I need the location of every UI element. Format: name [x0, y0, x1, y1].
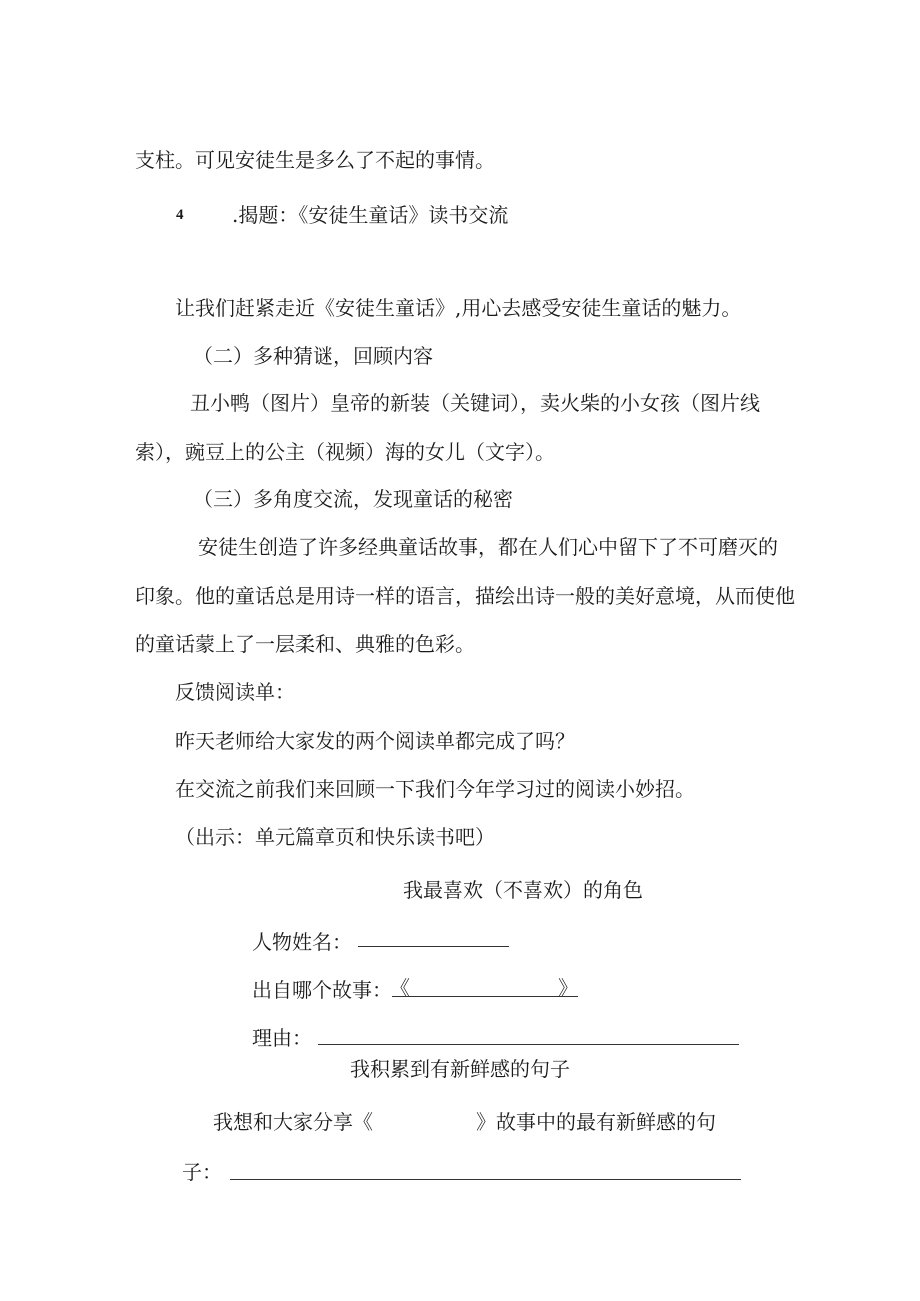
text-line-5: 丑小鸭（图片）皇帝的新装（关键词），卖火柴的小女孩（图片线	[190, 391, 760, 415]
share-text-end: 》故事中的最有新鲜感的句	[476, 1110, 716, 1134]
item-number: 4	[176, 207, 184, 223]
section-heading-4: .揭题：《安徒生童话》读书交流	[232, 203, 509, 227]
sentence-blank-line	[230, 1179, 741, 1180]
card1-title: 我最喜欢（不喜欢）的角色	[403, 878, 643, 902]
text-line-1: 支柱。可见安徒生是多么了不起的事情。	[135, 148, 495, 172]
text-line-9: 印象。他的童话总是用诗一样的语言，描绘出诗一般的美好意境，从而使他	[135, 584, 795, 608]
text-line-6: 索），豌豆上的公主（视频）海的女儿（文字）。	[135, 440, 555, 464]
story-close-quote: 》	[558, 976, 578, 1000]
story-open-quote: 《	[390, 976, 410, 1000]
text-line-11: 反馈阅读单：	[175, 680, 295, 704]
text-line-13: 在交流之前我们来回顾一下我们今年学习过的阅读小妙招。	[175, 777, 695, 801]
sentence-label: 子：	[182, 1160, 222, 1184]
reason-blank-line	[318, 1044, 739, 1045]
name-label: 人物姓名：	[252, 930, 352, 954]
section-heading-3: （三）多角度交流，发现童话的秘密	[193, 487, 513, 511]
story-label: 出自哪个故事：	[252, 978, 392, 1002]
text-line-12: 昨天老师给大家发的两个阅读单都完成了吗？	[175, 729, 575, 753]
text-line-14: （出示：单元篇章页和快乐读书吧）	[175, 825, 495, 849]
text-line-8: 安徒生创造了许多经典童话故事，都在人们心中留下了不可磨灭的	[198, 535, 778, 559]
story-blank-line	[392, 996, 578, 997]
name-blank-line	[358, 946, 509, 947]
text-line-3: 让我们赶紧走近《安徒生童话》,用心去感受安徒生童话的魅力。	[175, 296, 742, 320]
card2-title: 我积累到有新鲜感的句子	[350, 1057, 570, 1081]
share-text-start: 我想和大家分享《	[213, 1110, 373, 1134]
text-line-10: 的童话蒙上了一层柔和、典雅的色彩。	[135, 632, 475, 656]
reason-label: 理由：	[252, 1026, 312, 1050]
section-heading-2: （二）多种猜谜，回顾内容	[193, 344, 433, 368]
